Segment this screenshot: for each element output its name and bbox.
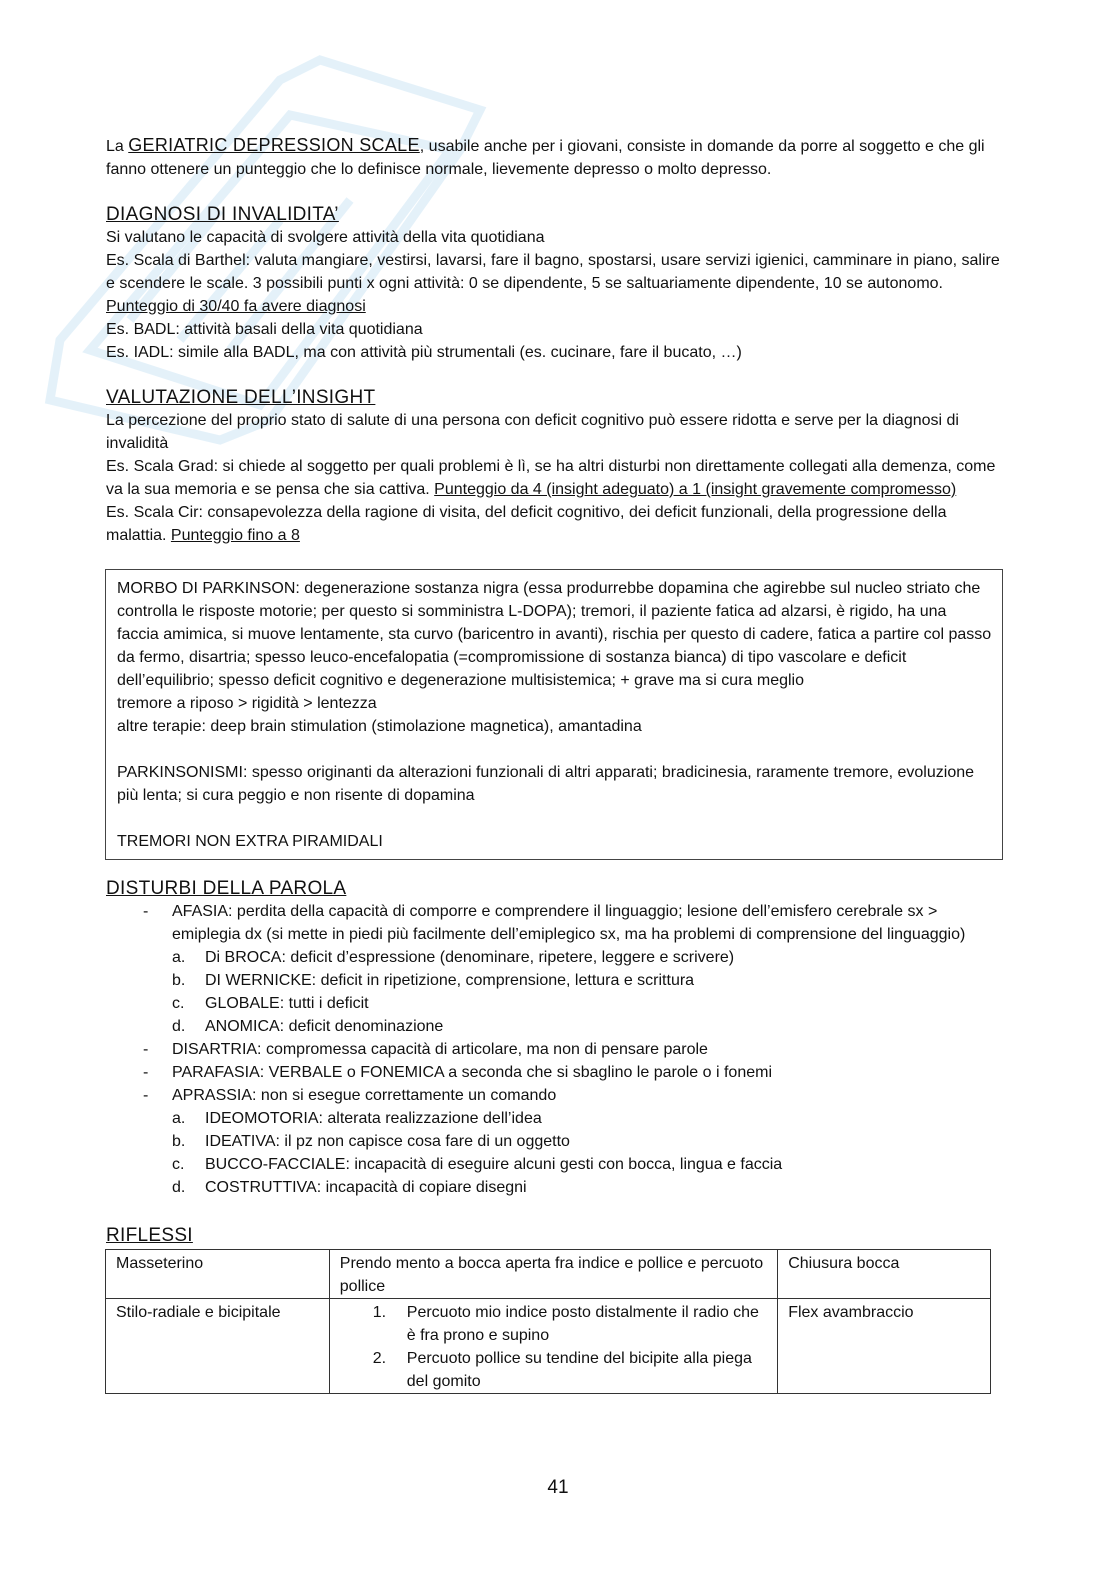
heading-insight: VALUTAZIONE DELL’INSIGHT: [106, 387, 376, 408]
iadl-scale: Es. IADL: simile alla BADL, ma con attività più strumentali (es. cucinare, fare il bucato, …): [106, 344, 742, 361]
heading-parola: DISTURBI DELLA PAROLA: [106, 878, 347, 899]
table-cell: Chiusura bocca: [778, 1250, 991, 1299]
aprassia-sublist: [172, 1107, 1006, 1199]
list-item: b. DI WERNICKE: deficit in ripetizione, comprensione, lettura e scrittura: [172, 972, 695, 989]
disartria-item: - DISARTRIA: compromessa capacità di articolare, ma non di pensare parole: [106, 1038, 1006, 1061]
page-content: [106, 134, 1006, 1394]
invalidita-intro: Si valutano le capacità di svolgere attività della vita quotidiana: [106, 229, 545, 246]
grad-score-note: Punteggio da 4 (insight adeguato) a 1 (insight gravemente compromesso): [434, 481, 957, 498]
badl-scale: Es. BADL: attività basali della vita quotidiana: [106, 321, 423, 338]
list-item: a. Di BROCA: deficit d’espressione (denominare, ripetere, leggere e scrivere): [172, 949, 735, 966]
table-cell: Stilo-radiale e bicipitale: [106, 1299, 330, 1394]
parafasia-item: - PARAFASIA: VERBALE o FONEMICA a seconda che si sbaglino le parole o i fonemi: [106, 1061, 1006, 1084]
grad-scale: Es. Scala Grad: si chiede al soggetto per quali problemi è lì, se ha altri disturbi non direttamente collegati alla demenza, come va la sua memoria e se pensa che sia cattiva. Punteggio da 4 (insight adeguato) a 1 (insight gravemente compromesso): [106, 458, 996, 498]
parola-list: [106, 900, 1006, 1199]
table-cell: Prendo mento a bocca aperta fra indice e pollice e percuoto pollice: [329, 1250, 777, 1299]
list-item: c. GLOBALE: tutti i deficit: [172, 995, 369, 1012]
cir-score-note: Punteggio fino a 8: [170, 527, 300, 544]
table-cell: Masseterino: [106, 1250, 330, 1299]
afasia-sublist: [172, 946, 1006, 1038]
riflessi-table: [105, 1249, 991, 1394]
list-item: d. COSTRUTTIVA: incapacità di copiare disegni: [172, 1179, 527, 1196]
parkinson-box: [105, 569, 1003, 860]
heading-riflessi: RIFLESSI: [106, 1225, 193, 1246]
table-cell: Flex avambraccio: [778, 1299, 991, 1394]
insight-intro: La percezione del proprio stato di salute di una persona con deficit cognitivo può essere ridotta e serve per la diagnosi di invalidità: [106, 412, 959, 452]
tremori-line: TREMORI NON EXTRA PIRAMIDALI: [117, 833, 383, 850]
table-row: [106, 1299, 991, 1394]
tremore-line: tremore a riposo > rigidità > lentezza: [117, 695, 377, 712]
gds-term: GERIATRIC DEPRESSION SCALE: [128, 135, 420, 155]
terapie-line: altre terapie: deep brain stimulation (stimolazione magnetica), amantadina: [117, 718, 642, 735]
list-item: a. IDEOMOTORIA: alterata realizzazione dell’idea: [172, 1110, 542, 1127]
cir-scale: Es. Scala Cir: consapevolezza della ragione di visita, del deficit cognitivo, dei deficit funzionali, della progressione della malattia. Punteggio fino a 8: [106, 504, 947, 544]
barthel-scale: Es. Scala di Barthel: valuta mangiare, vestirsi, lavarsi, fare il bagno, spostarsi, usare servizi igienici, camminare in piano, salire e scendere le scale. 3 possibili punti x ogni attività: 0 se dipendente, 5 se saltuariamente dipendente, 10 se autonomo. Punteggio di 30/40 fa avere diagnosi: [106, 252, 1000, 315]
parkinsonismi-paragraph: PARKINSONISMI: spesso originanti da alterazioni funzionali di altri apparati; bradicinesia, raramente tremore, evoluzione più lenta; si cura peggio e non risente di dopamina: [117, 764, 975, 804]
gds-paragraph: La GERIATRIC DEPRESSION SCALE, usabile anche per i giovani, consiste in domande da porre al soggetto e che gli fanno ottenere un punteggio che lo definisce normale, lievemente depresso o molto depresso.: [106, 135, 985, 178]
table-cell: [329, 1299, 777, 1394]
steps-list: [340, 1301, 767, 1393]
list-item: d. ANOMICA: deficit denominazione: [172, 1018, 444, 1035]
list-item: b. IDEATIVA: il pz non capisce cosa fare di un oggetto: [172, 1133, 570, 1150]
page-number: 41: [547, 1477, 569, 1498]
list-item: 2. Percuoto pollice su tendine del bicipite alla piega del gomito: [372, 1350, 752, 1390]
parkinson-paragraph: MORBO DI PARKINSON: degenerazione sostanza nigra (essa produrrebbe dopamina che agirebbe sul nucleo striato che controlla le risposte motorie; per questo si somministra L-DOPA); tremori, il paziente fatica ad alzarsi, è rigido, ha una faccia amimica, si muove lentamente, sta curvo (baricentro in avanti), rischia per questo di cadere, fatica a partire col passo da fermo, disartria; spesso leuco-encefalopatia (=compromissione di sostanza bianca) di tipo vascolare e deficit dell’equilibrio; spesso deficit cognitivo e degenerazione multisistemica; + grave ma si cura meglio: [117, 580, 992, 689]
list-item: c. BUCCO-FACCIALE: incapacità di eseguire alcuni gesti con bocca, lingua e faccia: [172, 1156, 783, 1173]
heading-invalidita: DIAGNOSI DI INVALIDITA’: [106, 204, 339, 225]
barthel-score-note: Punteggio di 30/40 fa avere diagnosi: [106, 298, 366, 315]
list-item: 1. Percuoto mio indice posto distalmente il radio che è fra prono e supino: [372, 1304, 759, 1344]
afasia-item: - AFASIA: perdita della capacità di comporre e comprendere il linguaggio; lesione dell’emisfero cerebrale sx > emiplegia dx (si mette in piedi più facilmente dell’emiplegico sx, ma ha problemi di comprensione del linguaggio) a. Di BROCA: deficit d’espressione (denominare, ripetere, leggere e scrivere) b. DI WERNICKE: deficit in ripetizione, comprensione, lettura e scrittura c. GLOBALE: tutti i deficit d. ANOMICA: deficit denominazione: [106, 900, 1006, 1038]
table-row: [106, 1250, 991, 1299]
aprassia-item: - APRASSIA: non si esegue correttamente un comando a. IDEOMOTORIA: alterata realizzazione dell’idea b. IDEATIVA: il pz non capisce cosa fare di un oggetto c. BUCCO-FACCIALE: incapacità di eseguire alcuni gesti con bocca, lingua e faccia d. COSTRUTTIVA: incapacità di copiare disegni: [106, 1084, 1006, 1199]
